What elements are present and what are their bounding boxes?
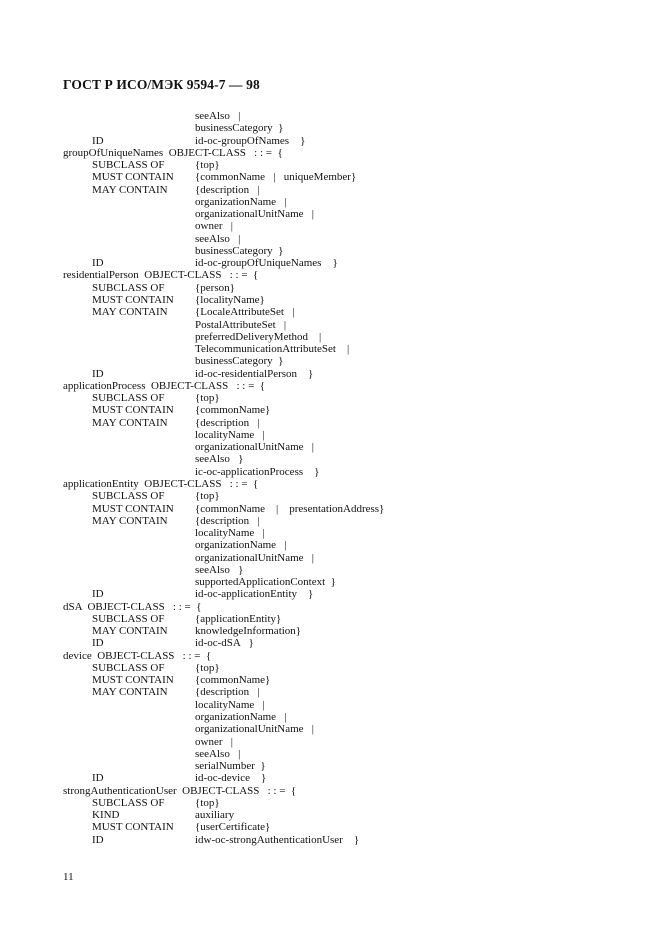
class-definition: residentialPerson OBJECT-CLASS : : = { (63, 269, 259, 282)
listing-line (63, 785, 623, 797)
listing-line (63, 245, 623, 257)
page-number: 11 (63, 871, 74, 883)
value: {description | (195, 416, 260, 429)
value: owner | (195, 735, 233, 748)
keyword: SUBCLASS OF (92, 281, 165, 294)
keyword: SUBCLASS OF (92, 796, 165, 809)
listing-line (63, 736, 623, 748)
value: {description | (195, 686, 260, 699)
keyword: ID (92, 772, 104, 785)
keyword: MUST CONTAIN (92, 821, 174, 834)
value: seeAlso | (195, 232, 241, 245)
value: {top} (195, 392, 220, 405)
listing-line (63, 466, 623, 478)
listing-line (63, 564, 623, 576)
class-definition: strongAuthenticationUser OBJECT-CLASS : : = { (63, 784, 297, 797)
listing-line (63, 576, 623, 588)
value: {top} (195, 490, 220, 503)
listing-line (63, 539, 623, 551)
value: owner | (195, 220, 233, 233)
value: id-oc-residentialPerson } (195, 367, 314, 380)
class-definition: groupOfUniqueNames OBJECT-CLASS : : = { (63, 146, 283, 159)
value: {commonName} (195, 404, 271, 417)
value: organizationalUnitName | (195, 208, 314, 221)
value: {localityName} (195, 293, 265, 306)
listing-line (63, 772, 623, 784)
listing-line (63, 490, 623, 502)
listing-line (63, 748, 623, 760)
listing-line (63, 809, 623, 821)
value: organizationName | (195, 195, 287, 208)
value: businessCategory } (195, 122, 284, 135)
value: {description | (195, 183, 260, 196)
listing-line (63, 478, 623, 490)
value: seeAlso } (195, 453, 244, 466)
listing-line (63, 184, 623, 196)
listing-line (63, 380, 623, 392)
listing-line (63, 821, 623, 833)
value: {applicationEntity} (195, 612, 282, 625)
listing-line (63, 319, 623, 331)
value: id-oc-groupOfUniqueNames } (195, 257, 338, 270)
value: {top} (195, 796, 220, 809)
listing-line (63, 331, 623, 343)
keyword: ID (92, 588, 104, 601)
class-definition: device OBJECT-CLASS : : = { (63, 649, 212, 662)
listing-line (63, 171, 623, 183)
value: organizationalUnitName | (195, 551, 314, 564)
listing-line (63, 257, 623, 269)
listing-line (63, 355, 623, 367)
value: organizationName | (195, 539, 287, 552)
listing-line (63, 404, 623, 416)
listing-line (63, 625, 623, 637)
keyword: SUBCLASS OF (92, 392, 165, 405)
listing-line (63, 417, 623, 429)
listing-line (63, 233, 623, 245)
listing-line (63, 453, 623, 465)
value: knowledgeInformation} (195, 625, 302, 638)
listing-line (63, 282, 623, 294)
listing-line (63, 196, 623, 208)
listing-line (63, 662, 623, 674)
value: {commonName | presentationAddress} (195, 502, 385, 515)
document-header: ГОСТ Р ИСО/МЭК 9594-7 — 98 (63, 77, 260, 92)
listing-line (63, 834, 623, 846)
listing-line (63, 429, 623, 441)
keyword: SUBCLASS OF (92, 490, 165, 503)
keyword: MAY CONTAIN (92, 306, 168, 319)
class-definition: applicationEntity OBJECT-CLASS : : = { (63, 477, 259, 490)
value: idw-oc-strongAuthenticationUser } (195, 833, 360, 846)
keyword: MAY CONTAIN (92, 625, 168, 638)
value: {top} (195, 159, 220, 172)
listing-line (63, 588, 623, 600)
listing-line (63, 368, 623, 380)
keyword: SUBCLASS OF (92, 661, 165, 674)
keyword: ID (92, 367, 104, 380)
value: supportedApplicationContext } (195, 576, 336, 589)
asn1-listing (63, 110, 623, 846)
listing-line (63, 159, 623, 171)
value: organizationName | (195, 711, 287, 724)
listing-line (63, 122, 623, 134)
listing-line (63, 699, 623, 711)
listing-line (63, 797, 623, 809)
class-definition: applicationProcess OBJECT-CLASS : : = { (63, 379, 266, 392)
keyword: ID (92, 637, 104, 650)
value: localityName | (195, 428, 265, 441)
value: ic-oc-applicationProcess } (195, 465, 320, 478)
value: {commonName} (195, 674, 271, 687)
value: {LocaleAttributeSet | (195, 306, 295, 319)
listing-line (63, 515, 623, 527)
listing-line (63, 552, 623, 564)
listing-line (63, 269, 623, 281)
value: PostalAttributeSet | (195, 318, 287, 331)
value: seeAlso } (195, 563, 244, 576)
class-definition: dSA OBJECT-CLASS : : = { (63, 600, 202, 613)
keyword: MUST CONTAIN (92, 171, 174, 184)
keyword: MAY CONTAIN (92, 416, 168, 429)
listing-line (63, 135, 623, 147)
keyword: ID (92, 833, 104, 846)
listing-line (63, 601, 623, 613)
listing-line (63, 674, 623, 686)
listing-line (63, 503, 623, 515)
listing-line (63, 711, 623, 723)
keyword: ID (92, 257, 104, 270)
keyword: ID (92, 134, 104, 147)
keyword: MAY CONTAIN (92, 514, 168, 527)
keyword: MUST CONTAIN (92, 404, 174, 417)
value: seeAlso | (195, 747, 241, 760)
listing-line (63, 723, 623, 735)
value: TelecommunicationAttributeSet | (195, 343, 350, 356)
listing-line (63, 343, 623, 355)
value: localityName | (195, 698, 265, 711)
value: {commonName | uniqueMember} (195, 171, 357, 184)
listing-line (63, 613, 623, 625)
value: id-oc-groupOfNames } (195, 134, 306, 147)
value: id-oc-device } (195, 772, 267, 785)
value: preferredDeliveryMethod | (195, 330, 322, 343)
value: businessCategory } (195, 355, 284, 368)
listing-line (63, 650, 623, 662)
listing-line (63, 392, 623, 404)
keyword: KIND (92, 809, 120, 822)
value: localityName | (195, 527, 265, 540)
value: {person} (195, 281, 235, 294)
listing-line (63, 686, 623, 698)
listing-line (63, 208, 623, 220)
keyword: MUST CONTAIN (92, 293, 174, 306)
value: businessCategory } (195, 244, 284, 257)
value: serialNumber } (195, 760, 266, 773)
keyword: SUBCLASS OF (92, 159, 165, 172)
value: organizationalUnitName | (195, 723, 314, 736)
value: organizationalUnitName | (195, 441, 314, 454)
value: id-oc-applicationEntity } (195, 588, 314, 601)
value: {top} (195, 661, 220, 674)
keyword: MUST CONTAIN (92, 502, 174, 515)
keyword: MAY CONTAIN (92, 183, 168, 196)
value: {description | (195, 514, 260, 527)
keyword: MAY CONTAIN (92, 686, 168, 699)
listing-line (63, 441, 623, 453)
keyword: SUBCLASS OF (92, 612, 165, 625)
listing-line (63, 527, 623, 539)
value: auxiliary (195, 809, 235, 822)
value: seeAlso | (195, 110, 241, 122)
listing-line (63, 110, 623, 122)
listing-line (63, 637, 623, 649)
listing-line (63, 306, 623, 318)
listing-line (63, 294, 623, 306)
listing-line (63, 760, 623, 772)
value: id-oc-dSA } (195, 637, 254, 650)
value: {userCertificate} (195, 821, 271, 834)
listing-line (63, 220, 623, 232)
listing-line (63, 147, 623, 159)
keyword: MUST CONTAIN (92, 674, 174, 687)
